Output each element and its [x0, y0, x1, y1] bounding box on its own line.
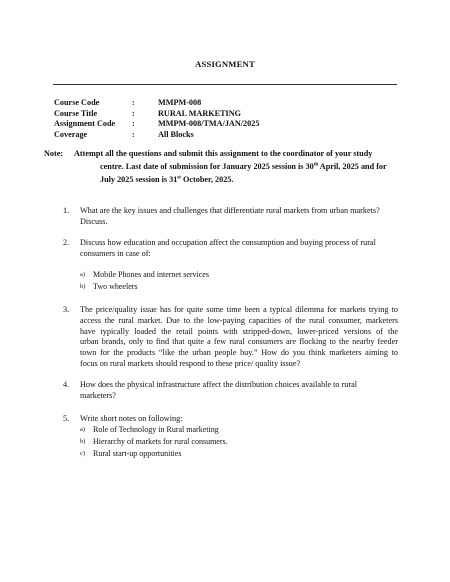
note-label: Note:	[44, 149, 64, 158]
sub-item-letter: b)	[80, 283, 86, 290]
question-text: Discuss how education and occupation affect the consumption and buying process of rural consumers in case of:	[80, 238, 376, 258]
colon: :	[132, 98, 135, 107]
sub-item-letter: b)	[80, 438, 86, 445]
colon: :	[132, 129, 135, 139]
sub-item-text: Hierarchy of markets for rural consumers.	[93, 437, 228, 446]
course-code-row	[54, 98, 259, 109]
note-line: Attempt all the questions and submit this assignment to the coordinator of your study	[74, 149, 373, 158]
question-text: How does the physical infrastructure affect the distribution choices available to rural marketers?	[80, 380, 357, 400]
coverage-value: All Blocks	[158, 129, 194, 139]
question-text: What are the key issues and challenges that differentiate rural markets from urban markets? Discuss.	[80, 206, 380, 226]
coverage-label: Coverage	[54, 129, 88, 139]
sub-item-text: Two wheelers	[93, 282, 138, 291]
assignment-code-row	[54, 119, 259, 130]
title-divider	[53, 84, 397, 85]
colon: :	[132, 119, 135, 129]
coverage-row	[54, 130, 259, 141]
course-code-label: Course Code	[54, 98, 100, 107]
assignment-code-label: Assignment Code	[54, 119, 116, 129]
sub-item-letter: c)	[80, 450, 85, 457]
question-number: 3.	[63, 305, 70, 314]
note-line: centre. Last date of submission for January 2025 session is 30th April, 2025 and for	[100, 162, 387, 171]
sub-item-letter: a)	[80, 271, 85, 278]
course-title-row	[54, 109, 259, 120]
sub-item-letter: a)	[80, 426, 85, 433]
course-title-value: RURAL MARKETING	[158, 108, 242, 118]
sub-item-text: Mobile Phones and internet services	[93, 270, 209, 279]
question-text: Write short notes on following:	[80, 414, 183, 423]
question-number: 2.	[63, 238, 70, 247]
page-title: ASSIGNMENT	[195, 59, 255, 69]
question-number: 1.	[63, 206, 70, 215]
assignment-code-value: MMPM-008/TMA/JAN/2025	[158, 119, 260, 129]
question-number: 5.	[63, 414, 70, 423]
colon: :	[132, 108, 135, 118]
question-text: The price/quality issue has for quite some time been a typical dilemma for markets trying to access the rural market. Due to the low-paying capacities of the rural consumer, marketers have typically loaded the retail points with stripped-down, lower-priced versions of the urban brands, only to find that quite a few rural consumers are flocking to the nearby feeder town for the products “like the urban people buy.” How do you think marketers aiming to focus on rural markets should respond to these price/ quality issue?	[80, 305, 398, 368]
note-line: July 2025 session is 31st October, 2025.	[100, 175, 234, 184]
course-details	[54, 98, 259, 140]
sub-item-text: Rural start-up opportunities	[93, 449, 182, 458]
sub-item-text: Role of Technology in Rural marketing	[93, 425, 219, 434]
question-number: 4.	[63, 380, 70, 389]
course-code-value: MMPM-008	[158, 98, 202, 107]
course-title-label: Course Title	[54, 108, 98, 118]
